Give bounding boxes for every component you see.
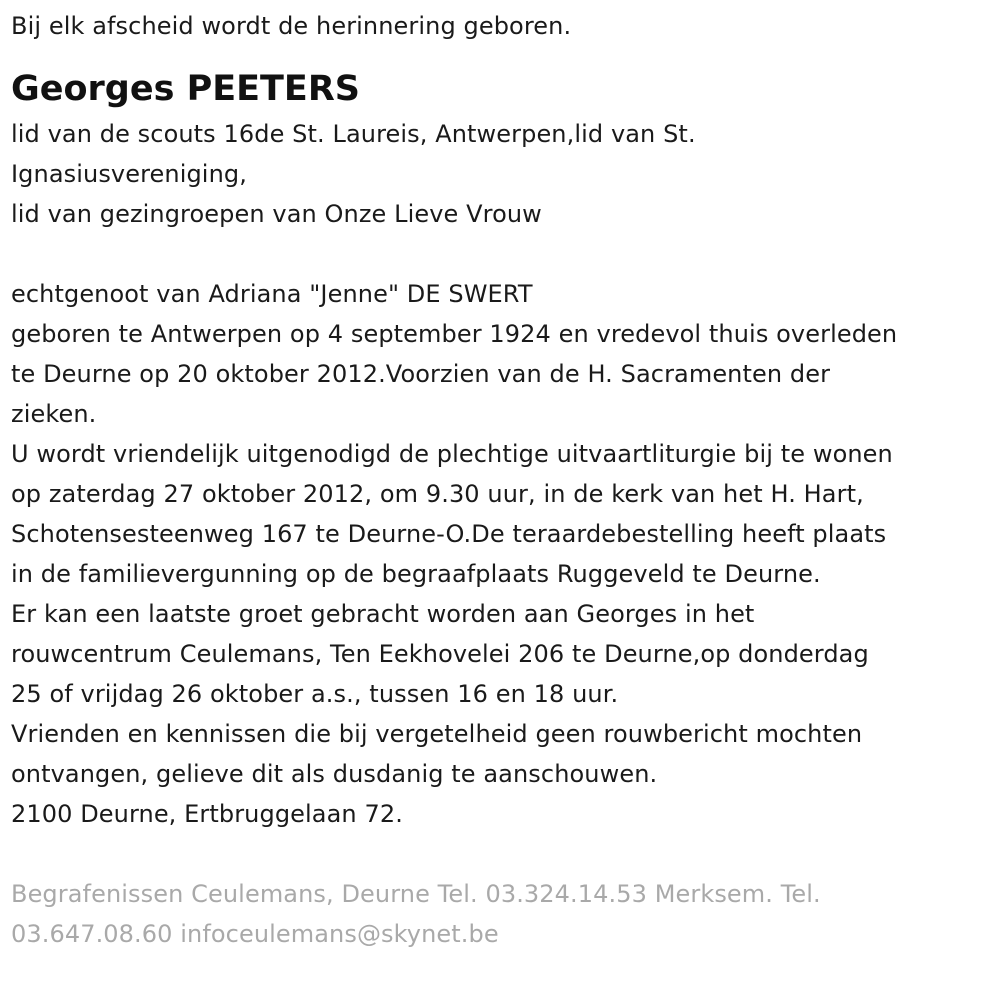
body-line: zieken. <box>11 400 97 428</box>
body-line: Vrienden en kennissen die bij vergetelheid geen rouwbericht mochten <box>11 720 863 748</box>
membership-line: lid van de scouts 16de St. Laureis, Antwerpen,lid van St. <box>11 120 696 148</box>
funeral-home-footer <box>11 874 993 954</box>
membership-line: Ignasiusvereniging, <box>11 160 247 188</box>
body-line: Schotensesteenweg 167 te Deurne-O.De teraardebestelling heeft plaats <box>11 520 887 548</box>
body-line-address: 2100 Deurne, Ertbruggelaan 72. <box>11 800 403 828</box>
body-line: in de familievergunning op de begraafplaats Ruggeveld te Deurne. <box>11 560 821 588</box>
body-line: 25 of vrijdag 26 oktober a.s., tussen 16 en 18 uur. <box>11 680 619 708</box>
footer-spacer <box>11 834 993 874</box>
footer-line: Begrafenissen Ceulemans, Deurne Tel. 03.324.14.53 Merksem. Tel. <box>11 880 821 908</box>
obituary-notice <box>11 6 993 954</box>
membership-line: lid van gezingroepen van Onze Lieve Vrouw <box>11 200 542 228</box>
notice-body <box>11 274 993 834</box>
quote-line: Bij elk afscheid wordt de herinnering geboren. <box>11 12 572 40</box>
body-line: Er kan een laatste groet gebracht worden aan Georges in het <box>11 600 755 628</box>
body-line: geboren te Antwerpen op 4 september 1924 en vredevol thuis overleden <box>11 320 898 348</box>
body-line: op zaterdag 27 oktober 2012, om 9.30 uur, in de kerk van het H. Hart, <box>11 480 864 508</box>
memberships-block <box>11 114 993 234</box>
body-line: rouwcentrum Ceulemans, Ten Eekhovelei 206 te Deurne,op donderdag <box>11 640 869 668</box>
body-line-spouse: echtgenoot van Adriana "Jenne" DE SWERT <box>11 280 533 308</box>
paragraph-spacer <box>11 234 993 274</box>
footer-line: 03.647.08.60 infoceulemans@skynet.be <box>11 920 499 948</box>
body-line: U wordt vriendelijk uitgenodigd de plechtige uitvaartliturgie bij te wonen <box>11 440 893 468</box>
body-line: ontvangen, gelieve dit als dusdanig te aanschouwen. <box>11 760 658 788</box>
deceased-name: Georges PEETERS <box>11 69 360 109</box>
body-line: te Deurne op 20 oktober 2012.Voorzien van de H. Sacramenten der <box>11 360 831 388</box>
